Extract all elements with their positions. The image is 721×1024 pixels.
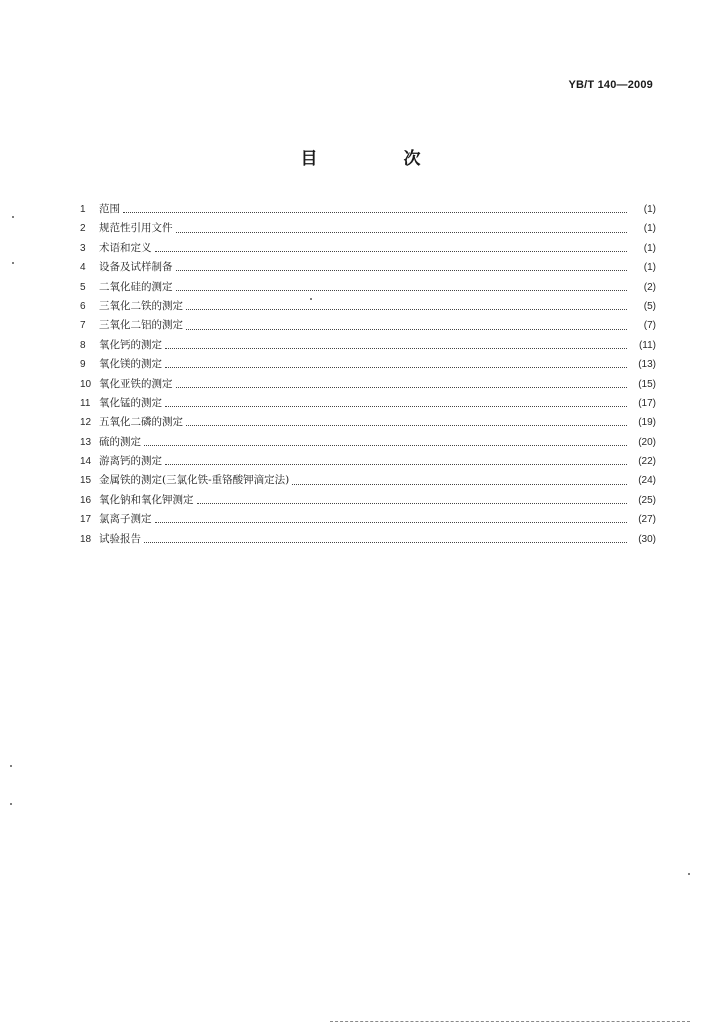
scan-speck — [688, 873, 690, 875]
toc-entry — [80, 433, 656, 452]
toc-leader-dots — [186, 329, 627, 330]
toc-entry-title: 金属铁的测定(三氯化铁-重铬酸钾滴定法) — [99, 474, 290, 487]
toc-entry — [80, 510, 656, 529]
toc-leader-dots — [144, 542, 627, 543]
toc-leader-dots — [155, 522, 628, 523]
toc-entry-number: 15 — [80, 475, 92, 487]
toc-entry-number: 1 — [80, 204, 86, 215]
toc-leader-dots — [165, 348, 627, 349]
scan-edge-line — [330, 1021, 690, 1022]
toc-entry-page: (7) — [643, 320, 656, 332]
toc-entry — [80, 530, 656, 549]
toc-entry-page: (30) — [638, 533, 656, 545]
toc-entry-number: 6 — [80, 300, 86, 312]
scan-speck — [10, 803, 12, 805]
toc-entry-number: 18 — [80, 533, 92, 545]
toc-leader-dots — [186, 425, 627, 426]
toc-entry-title: 氧化钠和氧化钾测定 — [99, 493, 194, 506]
toc-leader-dots — [144, 445, 627, 446]
toc-entry — [80, 413, 656, 432]
toc-entry-page: (5) — [643, 300, 656, 312]
toc-leader-dots — [176, 387, 628, 388]
toc-entry — [80, 239, 656, 258]
toc-entry-number: 9 — [80, 359, 86, 371]
toc-entry-page: (1) — [643, 204, 656, 215]
standard-number: YB/T 140—2009 — [568, 79, 653, 91]
toc-entry — [80, 258, 656, 277]
toc-entry-page: (2) — [643, 281, 656, 293]
toc-entry-page: (20) — [638, 436, 656, 448]
toc-entry-title: 二氧化硅的测定 — [99, 280, 173, 293]
toc-entry-page: (11) — [638, 339, 656, 351]
toc-leader-dots — [292, 484, 627, 485]
toc-entry — [80, 452, 656, 471]
toc-entry-number: 4 — [80, 262, 86, 274]
toc-entry — [80, 394, 656, 413]
toc-entry-title: 五氧化二磷的测定 — [99, 416, 183, 429]
toc-leader-dots — [176, 270, 628, 271]
toc-entry — [80, 471, 656, 490]
scan-speck — [12, 262, 14, 264]
toc-leader-dots — [176, 290, 628, 291]
scan-speck — [10, 765, 12, 767]
toc-leader-dots — [165, 464, 627, 465]
toc-entry-page: (1) — [643, 223, 656, 235]
toc-entry-title: 氧化镁的测定 — [99, 358, 162, 371]
toc-entry-page: (27) — [638, 514, 656, 526]
toc-leader-dots — [186, 309, 627, 310]
toc-entry-number: 10 — [80, 378, 92, 390]
toc-leader-dots — [123, 212, 627, 213]
scan-speck — [12, 216, 14, 218]
toc-entry-number: 13 — [80, 436, 92, 448]
toc-entry — [80, 491, 656, 510]
toc-entry-number: 8 — [80, 339, 86, 351]
toc-entry-title: 试验报告 — [99, 532, 141, 545]
toc-entry-title: 设备及试样制备 — [99, 261, 173, 274]
toc-entry-page: (1) — [643, 262, 656, 274]
toc-leader-dots — [155, 251, 628, 252]
toc-entry-number: 2 — [80, 223, 86, 235]
toc-entry — [80, 355, 656, 374]
toc-entry-title: 氧化亚铁的测定 — [99, 377, 173, 390]
table-of-contents — [80, 200, 656, 549]
toc-entry-number: 12 — [80, 417, 92, 429]
toc-entry-title: 规范性引用文件 — [99, 222, 173, 235]
toc-entry-title: 氯离子测定 — [99, 513, 152, 526]
toc-entry-title: 氧化锰的测定 — [99, 396, 162, 409]
toc-entry-number: 5 — [80, 281, 86, 293]
toc-entry-page: (1) — [643, 242, 656, 254]
toc-leader-dots — [197, 503, 628, 504]
toc-entry — [80, 297, 656, 316]
toc-entry-number: 3 — [80, 242, 86, 254]
toc-entry — [80, 219, 656, 238]
toc-entry-page: (17) — [638, 397, 656, 409]
toc-entry-page: (22) — [638, 456, 656, 468]
toc-entry-number: 17 — [80, 514, 92, 526]
toc-entry-title: 术语和定义 — [99, 241, 152, 254]
toc-entry-title: 三氧化二铝的测定 — [99, 319, 183, 332]
toc-entry-page: (13) — [638, 359, 656, 371]
toc-entry-number: 11 — [80, 397, 91, 409]
toc-entry-title: 范围 — [99, 203, 120, 215]
toc-entry-title: 三氧化二铁的测定 — [99, 299, 183, 312]
scan-speck — [310, 298, 312, 300]
toc-entry — [80, 278, 656, 297]
toc-leader-dots — [165, 367, 627, 368]
toc-leader-dots — [165, 406, 627, 407]
toc-entry-number: 14 — [80, 456, 92, 468]
toc-entry — [80, 375, 656, 394]
toc-entry-page: (15) — [638, 378, 656, 390]
toc-entry-page: (25) — [638, 494, 656, 506]
toc-entry-number: 7 — [80, 320, 86, 332]
toc-entry-title: 氧化钙的测定 — [99, 338, 162, 351]
toc-entry-number: 16 — [80, 494, 92, 506]
toc-entry-title: 游离钙的测定 — [99, 455, 162, 468]
toc-entry — [80, 316, 656, 335]
toc-entry — [80, 336, 656, 355]
toc-leader-dots — [176, 232, 628, 233]
page-title: 目 次 — [300, 149, 461, 169]
toc-entry-page: (24) — [638, 475, 656, 487]
toc-entry-title: 硫的测定 — [99, 435, 141, 448]
toc-entry-page: (19) — [638, 417, 656, 429]
toc-entry — [80, 200, 656, 219]
